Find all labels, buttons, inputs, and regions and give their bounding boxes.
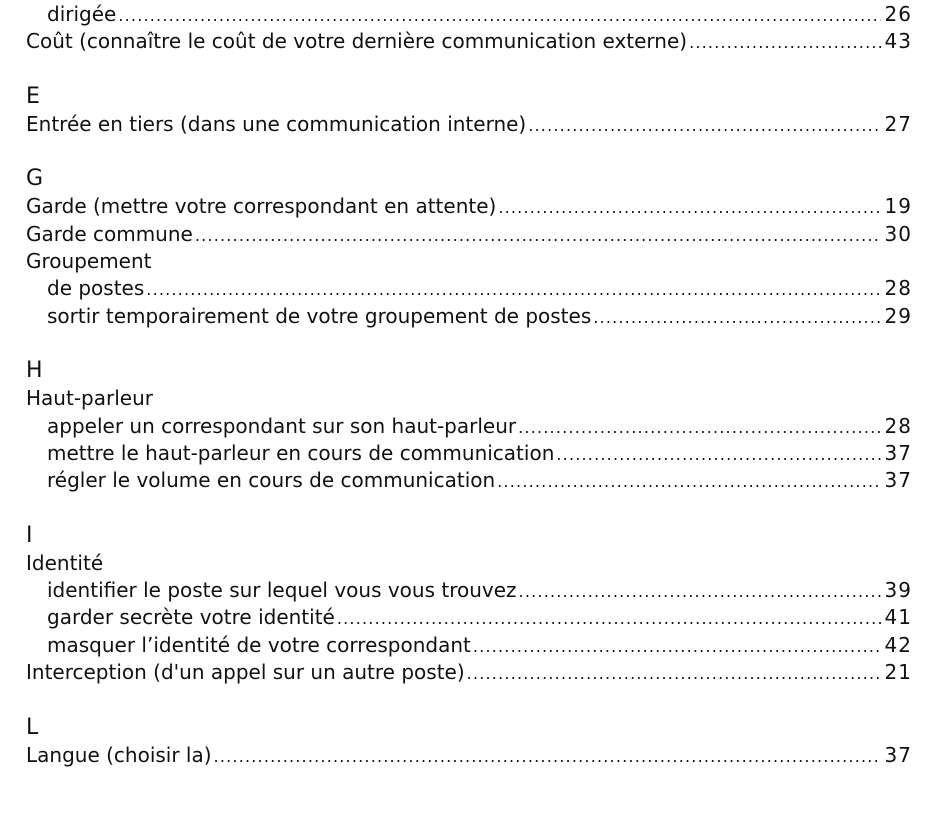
entry-label: identifier le poste sur lequel vous vous trouvez xyxy=(47,578,517,603)
entry-page: 37 xyxy=(884,468,912,493)
index-entry xyxy=(26,440,912,467)
dot-leader xyxy=(195,222,881,249)
index-entry-heading xyxy=(26,550,912,577)
dot-leader xyxy=(519,578,881,605)
index-entry xyxy=(26,659,912,686)
entry-page: 42 xyxy=(884,632,912,657)
index-entry xyxy=(26,221,912,248)
entry-label: Groupement xyxy=(26,248,152,273)
index-entry xyxy=(26,742,912,769)
entry-page: 28 xyxy=(884,413,912,438)
index-entry xyxy=(26,275,912,302)
index-entry-heading xyxy=(26,248,912,275)
dot-leader xyxy=(518,414,880,441)
entry-page: 27 xyxy=(884,111,912,136)
dot-leader xyxy=(118,2,880,29)
index-entry xyxy=(26,577,912,604)
entry-label: Langue (choisir la) xyxy=(26,742,212,767)
entry-page: 28 xyxy=(884,276,912,301)
entry-label: régler le volume en cours de communication xyxy=(47,468,496,493)
dot-leader xyxy=(528,112,880,139)
dot-leader xyxy=(467,660,881,687)
dot-leader xyxy=(689,29,880,56)
index-entry xyxy=(26,467,912,494)
entry-label: Entrée en tiers (dans une communication interne) xyxy=(26,111,527,136)
dot-leader xyxy=(498,194,880,221)
entry-label: masquer l’identité de votre correspondant xyxy=(47,632,471,657)
dot-leader xyxy=(473,633,881,660)
entry-page: 37 xyxy=(884,440,912,465)
entry-page: 41 xyxy=(884,605,912,630)
entry-page: 37 xyxy=(884,742,912,767)
section-letter-e: E xyxy=(26,83,40,109)
entry-page: 39 xyxy=(884,578,912,603)
dot-leader xyxy=(593,304,880,331)
entry-page: 19 xyxy=(884,194,912,219)
dot-leader xyxy=(146,276,880,303)
dot-leader xyxy=(556,441,880,468)
entry-page: 26 xyxy=(884,2,912,26)
entry-label: Garde (mettre votre correspondant en attente) xyxy=(26,194,497,219)
index-entry xyxy=(26,632,912,659)
index-entry xyxy=(26,193,912,220)
entry-page: 43 xyxy=(884,29,912,54)
index-entry xyxy=(26,413,912,440)
dot-leader xyxy=(214,743,881,770)
entry-label: garder secrète votre identité xyxy=(47,605,335,630)
index-entry-heading xyxy=(26,385,912,412)
dot-leader xyxy=(497,468,880,495)
entry-page: 29 xyxy=(884,303,912,328)
entry-label: Interception (d'un appel sur un autre poste) xyxy=(26,660,465,685)
dot-leader xyxy=(337,605,881,632)
index-entry xyxy=(26,1,912,28)
section-letter-g: G xyxy=(26,166,44,192)
entry-label: Coût (connaître le coût de votre dernière communication externe) xyxy=(26,29,688,54)
entry-label: dirigée xyxy=(47,2,117,26)
entry-label: Identité xyxy=(26,550,104,575)
index-entry xyxy=(26,604,912,631)
entry-label: mettre le haut-parleur en cours de communication xyxy=(47,440,555,465)
section-letter-h: H xyxy=(26,358,43,384)
section-letter-i: I xyxy=(26,522,33,548)
entry-label: Haut-parleur xyxy=(26,386,153,411)
section-letter-l: L xyxy=(26,714,39,740)
index-entry xyxy=(26,303,912,330)
index-page xyxy=(26,0,912,769)
entry-page: 30 xyxy=(884,221,912,246)
entry-label: de postes xyxy=(47,276,145,301)
entry-label: Garde commune xyxy=(26,221,193,246)
entry-label: sortir temporairement de votre groupement de postes xyxy=(47,303,592,328)
index-entry xyxy=(26,111,912,138)
entry-page: 21 xyxy=(884,660,912,685)
entry-label: appeler un correspondant sur son haut-parleur xyxy=(47,413,517,438)
index-entry xyxy=(26,28,912,55)
